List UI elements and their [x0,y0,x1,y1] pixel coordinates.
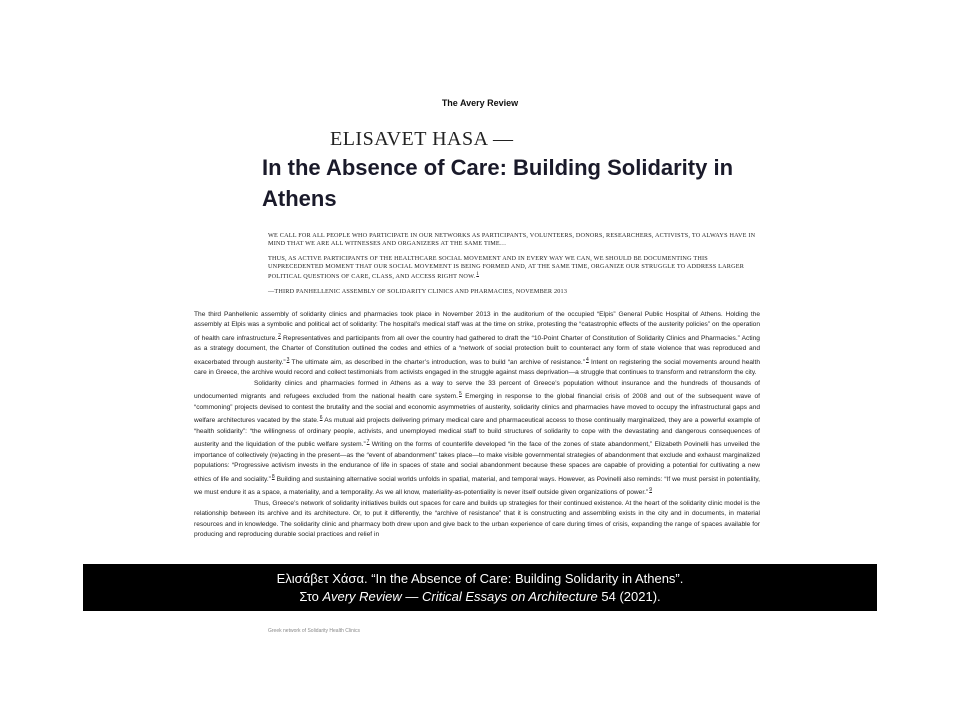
footnote-marker[interactable]: 4 [585,356,589,363]
caption-line-2: Στο Avery Review — Critical Essays on Architecture 54 (2021). [299,589,661,604]
author-name: ELISAVET HASA — [330,128,514,150]
footnote-marker[interactable]: 9 [649,487,652,494]
epigraph [268,232,758,303]
footnote-marker[interactable]: 3 [286,356,290,363]
epigraph-paragraph: WE CALL FOR ALL PEOPLE WHO PARTICIPATE IN OUR NETWORKS AS PARTICIPANTS, VOLUNTEERS, DONORS, RESEARCHERS, ACTIVISTS, TO ALWAYS HAVE IN MIND THAT WE ARE ALL WITNESSES AND ORGANIZERS AT THE SAME TIME… [268,232,756,247]
body-paragraph: Thus, Greece’s network of solidarity initiatives builds out spaces for care and builds up strategies for their continued existence. At the heart of the solidarity clinic model is the relationship between its archive and its architecture. Or, to put it differently, the “archive of resistance” that it is constructing and assembling exists in the city and in documents, in material resources and in knowledge. The solidarity clinic and pharmacy both drew upon and give back to the urban experience of care during times of crisis, expanding the range of spaces available for producing and reproducing durable social practices and relief in [194,499,760,539]
epigraph-attribution: —THIRD PANHELLENIC ASSEMBLY OF SOLIDARITY CLINICS AND PHARMACIES, NOVEMBER 2013 [268,288,568,296]
epigraph-paragraph: THUS, AS ACTIVE PARTICIPANTS OF THE HEALTHCARE SOCIAL MOVEMENT AND IN EVERY WAY WE CAN, WE SHOULD BE DOCUMENTING THIS UNPRECEDENTED MOMENT THAT OUR SOCIAL MOVEMENT IS BEING FORMED AND, AT THE SAME TIME, ORGANIZE OUR STRUGGLE TO ADDRESS LARGER POLITICAL QUESTIONS OF CARE, CLASS, AND ACCESS RIGHT NOW.$^1$ [268,255,745,281]
body-paragraph: Solidarity clinics and pharmacies formed in Athens as a way to serve the 33 percent of Greece’s population without insurance and the hundreds of thousands of undocumented migrants and refugees excluded from the national health care system.$^5$ Emerging in response to the global financial crisis of 2008 and out of the subsequent wave of “commoning” projects devised to contest the brutality and the social and economic asymmetries of austerity, solidarity clinics and pharmacies have moved to occupy the infrastructural gaps and welfare architectures vacated by the state.$^6$ As mutual aid projects delivering primary medical care and pharmaceutical access to those continually marginalized, they are a powerful example of “health solidarity”: “the willingness of ordinary people, activists, and unemployed medical staff to build structures of solidarity to cope with the devastating and dangerous consequences of austerity and the liquidation of the public welfare system.”$^7$ Writing on the forms of counterlife developed “in the face of the zones of state abandonment,” Elizabeth Povinelli has unveiled the importance of collectively (re)acting in the present—as the “event of abandonment” takes place—to make visible governmental strategies of abandonment that exclude and exhaust marginalized populations: “Progressive activism invests in the endurance of life in spaces of state and social abandonment because these spaces are capable of providing a potential for cultivating a new ethics of life and sociality.”$^8$ Building and sustaining alternative social worlds unfolds in spatial, material, and temporal ways. However, as Povinelli also reminds: “If we must persist in potentiality, we must endure it as a space, a materiality, and a temporality. As we all know, materiality-as-potentiality is never itself outside given organizations of power.”$^9$ [194,379,761,497]
footnote-marker[interactable]: 5 [459,391,462,398]
footnote-marker[interactable]: 1 [476,272,480,277]
footnote-marker[interactable]: 7 [366,439,370,446]
footnote-marker[interactable]: 2 [278,332,281,339]
article-title: In the Absence of Care: Building Solidarity in Athens [262,155,734,211]
article-body [194,310,760,540]
citation-caption [83,564,877,611]
journal-title-italic: Avery Review — Critical Essays on Architecture [322,589,598,604]
journal-name: The Avery Review [441,98,519,108]
footnote-marker[interactable]: 8 [271,473,275,480]
footnote-marker[interactable]: 6 [319,415,323,422]
page-footer: Greek network of Solidarity Health Clinics [268,628,360,634]
body-paragraph: The third Panhellenic assembly of solidarity clinics and pharmacies took place in November 2013 in the auditorium of the occupied “Elpis” General Public Hospital of Athens. Holding the assembly at Elpis was a symbolic and political act of solidarity: The hospital’s medical staff was at the time on strike, protesting the “catastrophic effects of the austerity policies” on the operation of health care infrastructure.$^2$ Representatives and participants from all over the country had gathered to draft the “10-Point Charter of Constitution of Solidarity Clinics and Pharmacies.” Acting as a strategy document, the Charter of Constitution outlined the codes and ethics of a “network of social protection built to counteract any form of state violence that was reproduced and exacerbated through austerity.”$^3$ The ultimate aim, as described in the charter’s introduction, was to build “an archive of resistance.”$^4$ Intent on registering the social movements around health care in Greece, the archive would record and collect testimonials from activists engaged in the struggle against mass deprivation—a struggle that continues to transform and retransform the city. [194,311,761,377]
caption-line-1: Ελισάβετ Χάσα. “In the Absence of Care: Building Solidarity in Athens”. [276,571,684,586]
